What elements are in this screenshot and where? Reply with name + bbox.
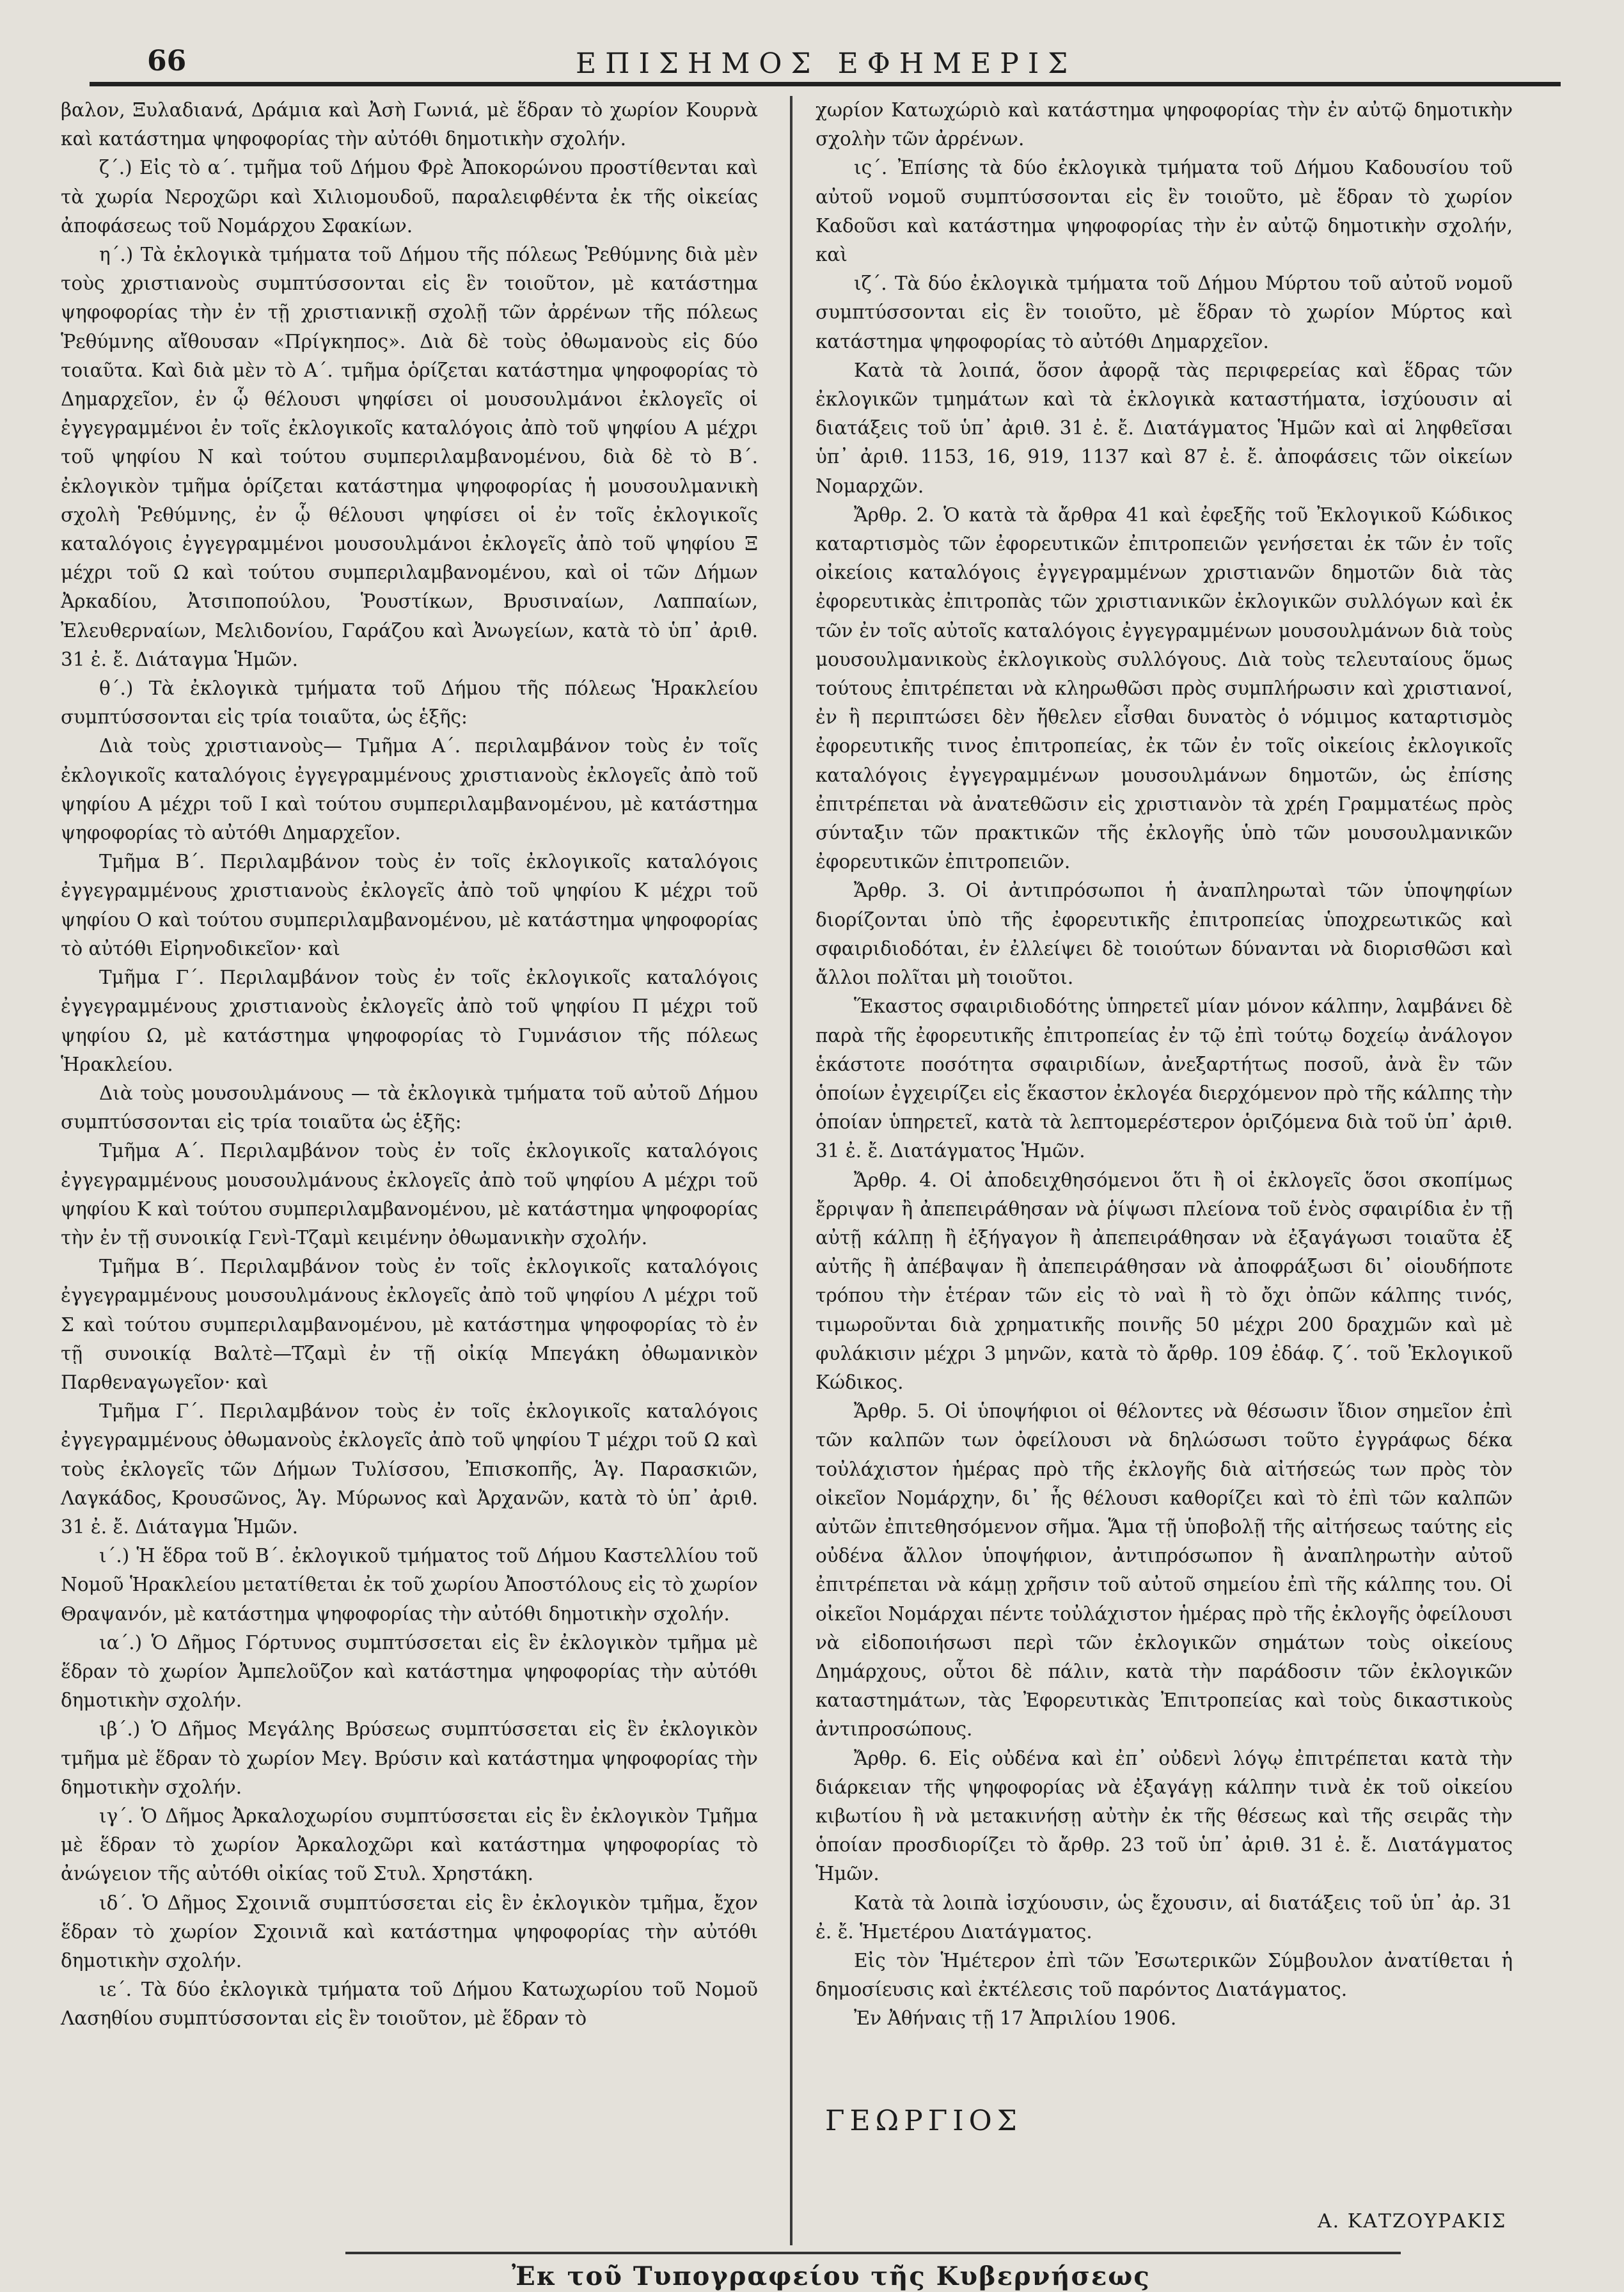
running-title: ΕΠΙΣΗΜΟΣ ΕΦΗΜΕΡΙΣ (576, 47, 1077, 80)
paragraph: ιβ΄.) Ὁ Δῆμος Μεγάλης Βρύσεως συμπτύσσεται εἰς ἓν ἐκλογικὸν τμῆμα μὲ ἕδραν τὸ χωρίον Μεγ. Βρύσιν καὶ κατάστημα ψηφοφορίας τὴν δημοτικὴν σχολήν. (61, 1718, 758, 1798)
paragraph: Τμῆμα Β΄. Περιλαμβάνον τοὺς ἐν τοῖς ἐκλογικοῖς καταλόγοις ἐγγεγραμμένους χριστιανοὺς ἐκλογεῖς ἀπὸ τοῦ ψηφίου Κ μέχρι τοῦ ψηφίου Ο καὶ τούτου συμπεριλαμβανομένου, μὲ κατάστημα ψηφοφορίας τὸ αὐτόθι Εἰρηνοδικεῖον· καὶ (61, 851, 758, 960)
page-number: 66 (147, 45, 187, 77)
footer-rule (345, 2252, 1401, 2254)
printer-imprint: Ἐκ τοῦ Τυπογραφείου τῆς Κυβερνήσεως (512, 2261, 1151, 2291)
date-line: Ἐν Ἀθήναις τῇ 17 Ἀπριλίου 1906. (854, 2007, 1177, 2030)
paragraph: η΄.) Τὰ ἐκλογικὰ τμήματα τοῦ Δήμου τῆς πόλεως Ῥεθύμνης διὰ μὲν τοὺς χριστιανοὺς συμπτύσσονται εἰς ἓν τοιοῦτον, μὲ κατάστημα ψηφοφορίας τὴν ἐν τῇ χριστιανικῇ σχολῇ τῶν ἀρρένων τῆς πόλεως Ῥεθύμνης αἴθουσαν «Πρίγκηπος». Διὰ δὲ τοὺς ὀθωμανοὺς εἰς δύο τοιαῦτα. Καὶ διὰ μὲν τὸ Α΄. τμῆμα ὁρίζεται κατάστημα ψηφοφορίας τὸ Δημαρχεῖον, ἐν ᾧ θέλουσι ψηφίσει οἱ μουσουλμάνοι ἐκλογεῖς οἱ ἐγγεγραμμένοι ἐν τοῖς ἐκλογικοῖς καταλόγοις ἀπὸ τοῦ ψηφίου Α μέχρι τοῦ ψηφίου Ν καὶ τούτου συμπεριλαμβανομένου, διὰ δὲ τὸ Β΄. ἐκλογικὸν τμῆμα ὁρίζεται κατάστημα ψηφοφορίας ἡ μουσουλμανικὴ σχολὴ Ῥεθύμνης, ἐν ᾧ θέλουσι ψηφίσει οἱ ἐν τοῖς ἐκλογικοῖς καταλόγοις ἐγγεγραμμένοι μουσουλμάνοι ἐκλογεῖς ἀπὸ τοῦ ψηφίου Ξ μέχρι τοῦ Ω καὶ τούτου συμπεριλαμβανομένου, καὶ οἱ τῶν Δήμων Ἀρκαδίου, Ἀτσιποπούλου, Ῥουστίκων, Βρυσιναίων, Λαππαίων, Ἐλευθερναίων, Μελιδονίου, Γαράζου καὶ Ἀνωγείων, κατὰ τὸ ὑπ᾽ ἀριθ. 31 ἐ. ἔ. Διάταγμα Ἡμῶν. (61, 244, 758, 670)
paragraph: ιε΄. Τὰ δύο ἐκλογικὰ τμήματα τοῦ Δήμου Κατωχωρίου τοῦ Νομοῦ Λασηθίου συμπτύσσονται εἰς ἓν τοιοῦτον, μὲ ἕδραν τὸ (61, 1979, 758, 2030)
paragraph: Ἄρθρ. 2. Ὁ κατὰ τὰ ἄρθρα 41 καὶ ἐφεξῆς τοῦ Ἐκλογικοῦ Κώδικος καταρτισμὸς τῶν ἐφορευτικῶν ἐπιτροπειῶν γενήσεται ἐκ τῶν ἐν τοῖς οἰκείοις καταλόγοις ἐγγεγραμμένων χριστιανῶν δημοτῶν διὰ τὰς ἐφορευτικὰς ἐπιτροπὰς τῶν χριστιανικῶν ἐκλογικῶν συλλόγων καὶ ἐκ τῶν ἐν τοῖς αὐτοῖς καταλόγοις ἐγγεγραμμένων μουσουλμάνων διὰ τοὺς μουσουλμανικοὺς ἐκλογικοὺς συλλόγους. Διὰ τοὺς τελευταίους ὅμως τούτους ἐπιτρέπεται νὰ κληρωθῶσι πρὸς συμπλήρωσιν καὶ χριστιανοί, ἐν ἣ περιπτώσει δὲν ἤθελεν εἶσθαι δυνατὸς ὁ νόμιμος καταρτισμὸς ἐφορευτικῆς τινος ἐπιτροπείας, ἐκ τῶν ἐν τοῖς οἰκείοις ἐκλογικοῖς καταλόγοις ἐγγεγραμμένων μουσουλμάνων δημοτῶν, ὡς ἐπίσης ἐπιτρέπεται νὰ ἀνατεθῶσιν εἰς χριστιανὸν τὰ χρέη Γραμματέως πρὸς σύνταξιν τῶν πρακτικῶν τῆς ἐκλογῆς ὑπὸ τῶν μουσουλμανικῶν ἐφορευτικῶν ἐπιτροπειῶν. (816, 503, 1513, 873)
paragraph: Ἕκαστος σφαιριδιοδότης ὑπηρετεῖ μίαν μόνον κάλπην, λαμβάνει δὲ παρὰ τῆς ἐφορευτικῆς ἐπιτροπείας ἐν τῷ ἐπὶ τούτῳ δοχείῳ ἀνάλογον ἑκάστοτε ποσότητα σφαιριδίων, ἀνεξαρτήτως ποσοῦ, ἀνὰ ἓν τῶν ὁποίων ἐγχειρίζει εἰς ἕκαστον ἐκλογέα διερχόμενον πρὸ τῆς κάλπης τὴν ὁποίαν ὑπηρετεῖ, κατὰ τὰ λεπτομερέστερον ὁριζόμενα διὰ τοῦ ὑπ᾽ ἀριθ. 31 ἐ. ἔ. Διατάγματος Ἡμῶν. (816, 995, 1513, 1162)
paragraph: ιζ΄. Τὰ δύο ἐκλογικὰ τμήματα τοῦ Δήμου Μύρτου τοῦ αὐτοῦ νομοῦ συμπτύσσονται εἰς ἓν τοιοῦτο, μὲ ἕδραν τὸ χωρίον Μύρτος καὶ κατάστημα ψηφοφορίας τὸ αὐτόθι Δημαρχεῖον. (816, 273, 1513, 352)
column-divider (790, 96, 792, 2245)
paragraph: Κατὰ τὰ λοιπά, ὅσον ἀφορᾷ τὰς περιφερείας καὶ ἕδρας τῶν ἐκλογικῶν τμημάτων καὶ τὰ ἐκλογικὰ καταστήματα, ἰσχύουσιν αἱ διατάξεις τοῦ ὑπ᾽ ἀριθ. 31 ἐ. ἔ. Διατάγματος Ἡμῶν καὶ αἱ ληφθεῖσαι ὑπ᾽ ἀριθ. 1153, 16, 919, 1137 καὶ 87 ἐ. ἔ. ἀποφάσεις τῶν οἰκείων Νομαρχῶν. (816, 359, 1513, 497)
paragraph: Κατὰ τὰ λοιπὰ ἰσχύουσιν, ὡς ἔχουσιν, αἱ διατάξεις τοῦ ὑπ᾽ ἀρ. 31 ἐ. ἔ. Ἡμετέρου Διατάγματος. (816, 1892, 1513, 1943)
paragraph: ις΄. Ἐπίσης τὰ δύο ἐκλογικὰ τμήματα τοῦ Δήμου Καδουσίου τοῦ αὐτοῦ νομοῦ συμπτύσσονται εἰς ἓν τοιοῦτο, μὲ ἕδραν τὸ χωρίον Καδοῦσι καὶ κατάστημα ψηφοφορίας τὴν ἐν αὐτῷ δημοτικὴν σχολήν, καὶ (816, 157, 1513, 266)
paragraph: Ἄρθρ. 3. Οἱ ἀντιπρόσωποι ἡ ἀναπληρωταὶ τῶν ὑποψηφίων διορίζονται ὑπὸ τῆς ἐφορευτικῆς ἐπιτροπείας ὑποχρεωτικῶς καὶ σφαιριδιοδόται, ἐν ἐλλείψει δὲ τοιούτων δύνανται νὰ διορισθῶσι καὶ ἄλλοι πολῖται μὴ τοιοῦτοι. (816, 880, 1513, 989)
right-column (816, 96, 1513, 2034)
header-rule (90, 82, 1561, 86)
minister-signature: Α. ΚΑΤΖΟΥΡΑΚΙΣ (1318, 2210, 1507, 2233)
page-header (90, 45, 1561, 83)
paragraph: Τμῆμα Α΄. Περιλαμβάνον τοὺς ἐν τοῖς ἐκλογικοῖς καταλόγοις ἐγγεγραμμένους μουσουλμάνους ἐκλογεῖς ἀπὸ τοῦ ψηφίου Α μέχρι τοῦ ψηφίου Κ καὶ τούτου συμπεριλαμβανομένου, μὲ κατάστημα ψηφοφορίας τὴν ἐν τῇ συνοικίᾳ Γενὶ-Τζαμὶ κειμένην ὀθωμανικὴν σχολήν. (61, 1140, 758, 1249)
paragraph: Τμῆμα Γ΄. Περιλαμβάνον τοὺς ἐν τοῖς ἐκλογικοῖς καταλόγοις ἐγγεγραμμένους ὀθωμανοὺς ἐκλογεῖς ἀπὸ τοῦ ψηφίου Τ μέχρι τοῦ Ω καὶ τοὺς ἐκλογεῖς τῶν Δήμων Τυλίσσου, Ἐπισκοπῆς, Ἁγ. Παρασκιῶν, Λαγκάδος, Κρουσῶνος, Ἁγ. Μύρωνος καὶ Ἀρχανῶν, κατὰ τὸ ὑπ᾽ ἀριθ. 31 ἐ. ἔ. Διάταγμα Ἡμῶν. (61, 1400, 758, 1538)
paragraph: χωρίον Κατωχώριὸ καὶ κατάστημα ψηφοφορίας τὴν ἐν αὐτῷ δημοτικὴν σχολὴν τῶν ἀρρένων. (816, 99, 1513, 150)
paragraph: βαλον, Ξυλαδιανά, Δράμια καὶ Ἀσὴ Γωνιά, μὲ ἕδραν τὸ χωρίον Κουρνὰ καὶ κατάστημα ψηφοφορίας τὴν αὐτόθι δημοτικὴν σχολήν. (61, 99, 758, 150)
paragraph: Διὰ τοὺς μουσουλμάνους — τὰ ἐκλογικὰ τμήματα τοῦ αὐτοῦ Δήμου συμπτύσσονται εἰς τρία τοιαῦτα ὡς ἑξῆς: (61, 1082, 758, 1134)
paragraph: θ΄.) Τὰ ἐκλογικὰ τμήματα τοῦ Δήμου τῆς πόλεως Ἡρακλείου συμπτύσσονται εἰς τρία τοιαῦτα, ὡς ἑξῆς: (61, 677, 758, 729)
paragraph: ζ΄.) Εἰς τὸ α΄. τμῆμα τοῦ Δήμου Φρὲ Ἀποκορώνου προστίθενται καὶ τὰ χωρία Νεροχῶρι καὶ Χιλιομουδοῦ, παραλειφθέντα ἐκ τῆς οἰκείας ἀποφάσεως τοῦ Νομάρχου Σφακίων. (61, 157, 758, 237)
paragraph: Τμῆμα Β΄. Περιλαμβάνον τοὺς ἐν τοῖς ἐκλογικοῖς καταλόγοις ἐγγεγραμμένους μουσουλμάνους ἐκλογεῖς ἀπὸ τοῦ ψηφίου Λ μέχρι τοῦ Σ καὶ τούτου συμπεριλαμβανομένου, μὲ κατάστημα ψηφοφορίας τὸ ἐν τῇ συνοικίᾳ Βαλτὲ—Τζαμὶ ἐν τῇ οἰκίᾳ Μπεγάκη ὀθωμανικὸν Παρθεναγωγεῖον· καὶ (61, 1256, 758, 1393)
paragraph: Διὰ τοὺς χριστιανοὺς— Τμῆμα Α΄. περιλαμβάνον τοὺς ἐν τοῖς ἐκλογικοῖς καταλόγοις ἐγγεγραμμένους χριστιανοὺς ἐκλογεῖς ἀπὸ τοῦ ψηφίου Α μέχρι τοῦ Ι καὶ τούτου συμπεριλαμβανομένου, μὲ κατάστημα ψηφοφορίας τὸ αὐτόθι Δημαρχεῖον. (61, 735, 758, 844)
paragraph: ι΄.) Ἡ ἕδρα τοῦ Β΄. ἐκλογικοῦ τμήματος τοῦ Δήμου Καστελλίου τοῦ Νομοῦ Ἡρακλείου μετατίθεται ἐκ τοῦ χωρίου Ἀποστόλους εἰς τὸ χωρίον Θραψανόν, μὲ κατάστημα ψηφοφορίας τὴν αὐτόθι δημοτικὴν σχολήν. (61, 1545, 758, 1625)
paragraph: ιδ΄. Ὁ Δῆμος Σχοινιᾶ συμπτύσσεται εἰς ἓν ἐκλογικὸν τμῆμα, ἔχον ἕδραν τὸ χωρίον Σχοινιᾶ καὶ κατάστημα ψηφοφορίας τὴν αὐτόθι δημοτικὴν σχολήν. (61, 1892, 758, 1972)
paragraph: Ἄρθρ. 4. Οἱ ἀποδειχθησόμενοι ὅτι ἢ οἱ ἐκλογεῖς ὅσοι σκοπίμως ἔρριψαν ἢ ἀπεπειράθησαν νὰ ῥίψωσι πλείονα τοῦ ἑνὸς σφαιρίδια ἐν τῇ αὐτῇ κάλπῃ ἢ ἐξήγαγον ἢ ἀπεπειράθησαν νὰ ἐξαγάγωσι τοιαῦτα ἐξ αὐτῆς ἢ ἀπέβαψαν ἢ ἀπεπειράθησαν νὰ ἀποφράξωσι δι᾽ οἱουδήποτε τρόπου τὴν ἑτέραν τῶν εἰς τὸ ναὶ ἢ τὸ ὄχι ὀπῶν κάλπης τινός, τιμωροῦνται διὰ χρηματικῆς ποινῆς 50 μέχρι 200 δραχμῶν καὶ μὲ φυλάκισιν μέχρι 3 μηνῶν, κατὰ τὸ ἄρθρ. 109 ἐδάφ. ζ΄. τοῦ Ἐκλογικοῦ Κώδικος. (816, 1169, 1513, 1393)
paragraph: Εἰς τὸν Ἡμέτερον ἐπὶ τῶν Ἐσωτερικῶν Σύμβουλον ἀνατίθεται ἡ δημοσίευσις καὶ ἐκτέλεσις τοῦ παρόντος Διατάγματος. (816, 1950, 1513, 2001)
royal-signature: ΓΕΩΡΓΙΟΣ (825, 2105, 1022, 2137)
paragraph: Ἄρθρ. 6. Εἰς οὐδένα καὶ ἐπ᾽ οὐδενὶ λόγῳ ἐπιτρέπεται κατὰ τὴν διάρκειαν τῆς ψηφοφορίας νὰ ἐξαγάγῃ κάλπην τινὰ ἐκ τοῦ οἰκείου κιβωτίου ἢ νὰ μετακινήσῃ αὐτὴν ἐκ τῆς θέσεως καὶ τῆς σειρᾶς τὴν ὁποίαν προσδιορίζει τὸ ἄρθρ. 23 τοῦ ὑπ᾽ ἀριθ. 31 ἐ. ἔ. Διατάγματος Ἡμῶν. (816, 1747, 1513, 1885)
paragraph: ιγ΄. Ὁ Δῆμος Ἀρκαλοχωρίου συμπτύσσεται εἰς ἓν ἐκλογικὸν Τμῆμα μὲ ἕδραν τὸ χωρίον Ἀρκαλοχῶρι καὶ κατάστημα ψηφοφορίας τὸ ἀνώγειον τῆς αὐτόθι οἰκίας τοῦ Στυλ. Χρηστάκη. (61, 1805, 758, 1885)
left-column (61, 96, 758, 2034)
paragraph: Τμῆμα Γ΄. Περιλαμβάνον τοὺς ἐν τοῖς ἐκλογικοῖς καταλόγοις ἐγγεγραμμένους χριστιανοὺς ἐκλογεῖς ἀπὸ τοῦ ψηφίου Π μέχρι τοῦ ψηφίου Ω, μὲ κατάστημα ψηφοφορίας τὸ Γυμνάσιον τῆς πόλεως Ἡρακλείου. (61, 967, 758, 1075)
paragraph: Ἄρθρ. 5. Οἱ ὑποψήφιοι οἱ θέλοντες νὰ θέσωσιν ἴδιον σημεῖον ἐπὶ τῶν καλπῶν των ὀφείλουσι νὰ δηλώσωσι τοῦτο ἐγγράφως δέκα τοὐλάχιστον ἡμέρας πρὸ τῆς ἐκλογῆς διὰ αἰτήσεώς των πρὸς τὸν οἰκεῖον Νομάρχην, δι᾽ ἧς θέλουσι καθορίζει καὶ τὸ ἐπὶ τῶν καλπῶν αὐτῶν ἐπιτεθησόμενον σῆμα. Ἅμα τῇ ὑποβολῇ τῆς αἰτήσεως ταύτης εἰς οὐδένα ἄλλον ὑποψήφιον, ἀντιπρόσωπον ἢ ἀναπληρωτὴν αὐτοῦ ἐπιτρέπεται νὰ κάμῃ χρῆσιν τοῦ αὐτοῦ σημείου ἐπὶ τῆς κάλπης του. Οἱ οἰκεῖοι Νομάρχαι πέντε τοὐλάχιστον ἡμέρας πρὸ τῆς ἐκλογῆς ὀφείλουσι νὰ εἰδοποιήσωσι περὶ τῶν ἐκλογικῶν σημάτων τοὺς οἰκείους Δημάρχους, οὗτοι δὲ πάλιν, κατὰ τὴν παράδοσιν τῶν ἐκλογικῶν καταστημάτων, τὰς Ἐφορευτικὰς Ἐπιτροπείας καὶ τοὺς δικαστικοὺς ἀντιπροσώπους. (816, 1400, 1513, 1741)
paragraph: ια΄.) Ὁ Δῆμος Γόρτυνος συμπτύσσεται εἰς ἓν ἐκλογικὸν τμῆμα μὲ ἕδραν τὸ χωρίον Ἀμπελοῦζον καὶ κατάστημα ψηφοφορίας τὴν αὐτόθι δημοτικὴν σχολήν. (61, 1631, 758, 1712)
